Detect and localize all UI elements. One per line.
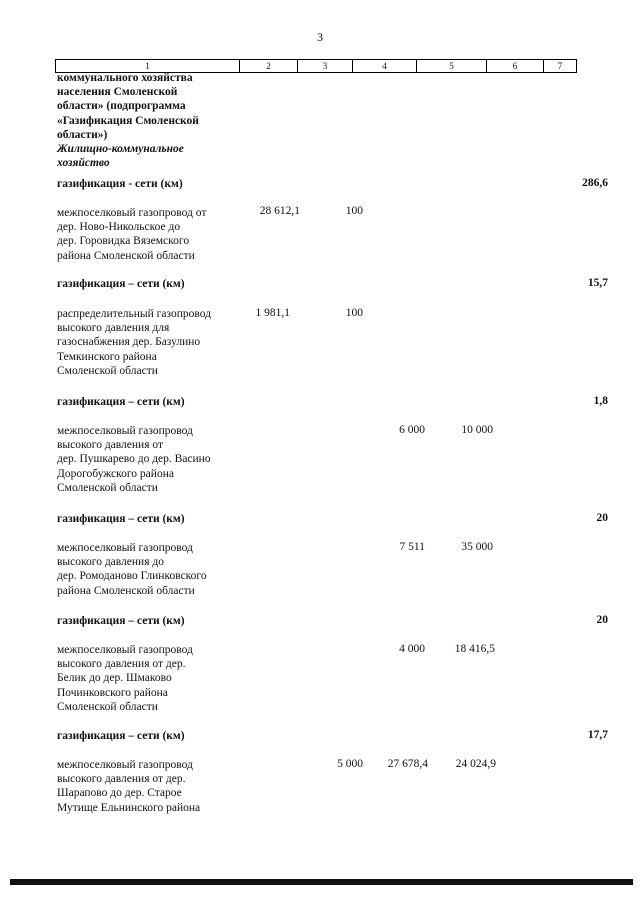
section-heading: газификация – сети (км): [57, 396, 185, 408]
value-col-3: 100: [345, 205, 363, 217]
description-line: Мутище Ельнинского района: [57, 801, 201, 814]
header-col-5: 5: [416, 60, 486, 72]
description-line: Шарапово до дер. Старое: [57, 787, 182, 800]
intro-line: Жилищно-коммунальное: [57, 143, 184, 156]
description-line: межпоселковый газопровод: [57, 644, 193, 656]
header-col-1: 1: [145, 61, 150, 71]
intro-line: населения Смоленской: [57, 86, 178, 99]
section-total: 286,6: [582, 177, 608, 189]
value-col-3: 100: [345, 307, 363, 319]
description-line: высокого давления от дер.: [57, 773, 186, 786]
page-number: 3: [317, 30, 323, 44]
description-line: дер. Ново-Никольское до: [57, 221, 181, 234]
header-col-3: 3: [297, 60, 352, 72]
section-description: [57, 758, 200, 815]
description-line: межпоселковый газопровод: [57, 759, 193, 771]
section-description: [57, 643, 193, 714]
section-total: 20: [596, 512, 608, 524]
section-heading: газификация – сети (км): [57, 730, 185, 742]
description-line: высокого давления от дер.: [57, 658, 186, 671]
description-line: Смоленской области: [57, 481, 158, 494]
description-line: Дорогобужского района: [57, 467, 174, 480]
section-heading: газификация – сети (км): [57, 278, 185, 290]
header-col-6: 6: [486, 60, 543, 72]
section-description: [57, 307, 211, 378]
value-col-5: 18 416,5: [454, 643, 495, 655]
section-heading: газификация – сети (км): [57, 615, 185, 627]
value-col-4: 4 000: [399, 643, 425, 655]
section-total: 17,7: [587, 729, 608, 741]
section-heading: газификация - сети (км): [57, 178, 183, 190]
value-col-4: 27 678,4: [387, 758, 428, 770]
description-line: дер. Горовидка Вяземского: [57, 235, 190, 248]
section-heading: газификация – сети (км): [57, 513, 185, 525]
description-line: межпоселковый газопровод: [57, 425, 193, 437]
intro-line: коммунального хозяйства: [57, 72, 193, 84]
description-line: Смоленской области: [57, 364, 158, 377]
header-col-7: 7: [543, 60, 576, 72]
value-col-4: 6 000: [399, 424, 425, 436]
intro-line: области»): [57, 128, 108, 141]
description-line: межпоселковый газопровод от: [57, 207, 207, 219]
section-description: [57, 424, 211, 495]
description-line: Темкинского района: [57, 350, 157, 363]
description-line: дер. Пушкарево до дер. Васино: [57, 453, 211, 466]
section-description: [57, 206, 206, 263]
value-col-2: 1 981,1: [255, 307, 290, 319]
description-line: высокого давления от: [57, 439, 163, 452]
description-line: высокого давления до: [57, 556, 164, 569]
intro-line: «Газификация Смоленской: [57, 114, 199, 127]
header-col-2: 2: [239, 60, 297, 72]
description-line: газоснабжения дер. Базулино: [57, 336, 201, 349]
intro-line: области» (подпрограмма: [57, 100, 186, 113]
description-line: Починковского района: [57, 686, 168, 699]
value-col-2: 28 612,1: [259, 205, 300, 217]
description-line: Белик до дер. Шмаково: [57, 672, 172, 685]
description-line: дер. Ромоданово Глинковского: [57, 570, 207, 583]
intro-block: [57, 71, 199, 170]
header-col-4: 4: [352, 60, 416, 72]
section-total: 15,7: [587, 277, 608, 289]
section-total: 1,8: [593, 395, 608, 407]
description-line: Смоленской области: [57, 700, 158, 713]
description-line: высокого давления для: [57, 322, 170, 335]
section-description: [57, 541, 207, 598]
page-bottom-rule: [10, 879, 633, 885]
description-line: межпоселковый газопровод: [57, 542, 193, 554]
description-line: распределительный газопровод: [57, 308, 212, 320]
description-line: района Смоленской области: [57, 584, 195, 597]
description-line: района Смоленской области: [57, 249, 195, 262]
value-col-4: 7 511: [399, 541, 425, 553]
value-col-5: 10 000: [461, 424, 493, 436]
value-col-3: 5 000: [337, 758, 363, 770]
value-col-5: 35 000: [461, 541, 493, 553]
section-total: 20: [596, 614, 608, 626]
value-col-5: 24 024,9: [455, 758, 496, 770]
intro-line: хозяйство: [57, 157, 110, 170]
